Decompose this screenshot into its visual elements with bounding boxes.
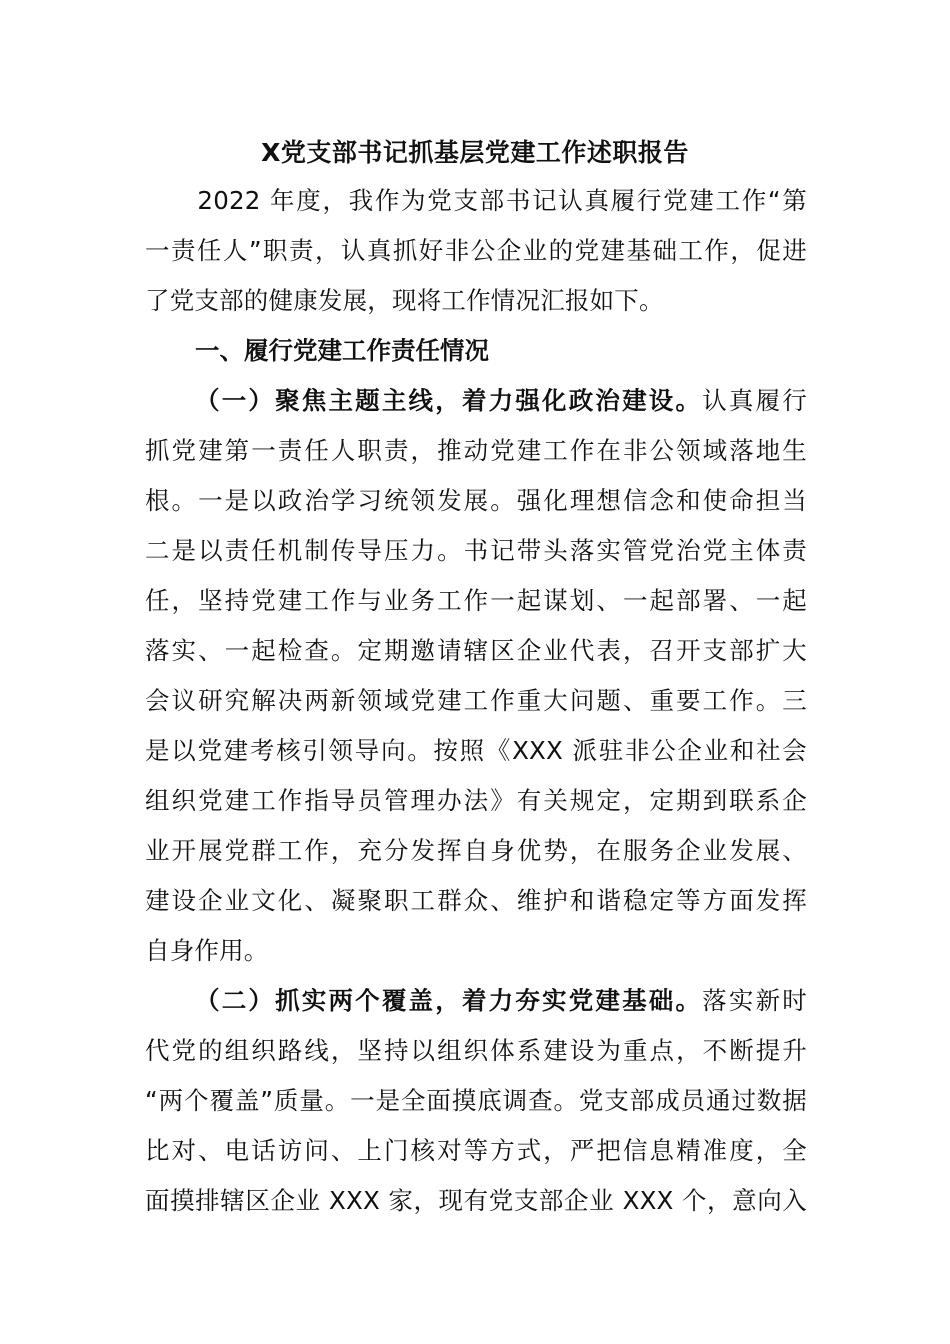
- sub2-line-1: 代党的组织路线，坚持以组织体系建设为重点，不断提升: [145, 1036, 807, 1065]
- sub1-line-1: 抓党建第一责任人职责，推动党建工作在非公领域落地生: [145, 436, 807, 465]
- sub1-line-6: 会议研究解决两新领域党建工作重大问题、重要工作。三: [145, 686, 807, 715]
- sub2-line-4: 面摸排辖区企业 XXX 家，现有党支部企业 XXX 个，意向入: [145, 1186, 807, 1215]
- sub1-line-4: 任，坚持党建工作与业务工作一起谋划、一起部署、一起: [145, 586, 807, 615]
- sub1-line-9: 业开展党群工作，充分发挥自身优势，在服务企业发展、: [145, 836, 807, 865]
- sub1-bold-lead: （一）聚焦主题主线，着力强化政治建设。: [195, 386, 703, 415]
- sub1-line-5: 落实、一起检查。定期邀请辖区企业代表，召开支部扩大: [145, 636, 807, 665]
- intro-line-2: 一责任人”职责，认真抓好非公企业的党建基础工作，促进: [145, 236, 807, 265]
- document-title: X党支部书记抓基层党建工作述职报告: [261, 138, 689, 167]
- sub1-line-3: 二是以责任机制传导压力。书记带头落实管党治党主体责: [145, 536, 807, 565]
- intro-line-3: 了党支部的健康发展，现将工作情况汇报如下。: [145, 286, 664, 315]
- sub1-first-line: [195, 381, 807, 421]
- sub2-line-2: “两个覆盖”质量。一是全面摸底调查。党支部成员通过数据: [145, 1086, 807, 1115]
- sub2-bold-lead: （二）抓实两个覆盖，着力夯实党建基础。: [195, 986, 703, 1015]
- sub1-first-line-rest: 认真履行: [702, 386, 807, 415]
- sub1-line-8: 组织党建工作指导员管理办法》有关规定，定期到联系企: [145, 786, 807, 815]
- sub1-line-11: 自身作用。: [145, 936, 269, 965]
- sub2-first-line-rest: 落实新时: [702, 986, 807, 1015]
- sub2-line-3: 比对、电话访问、上门核对等方式，严把信息精准度，全: [145, 1136, 807, 1165]
- sub1-line-10: 建设企业文化、凝聚职工群众、维护和谐稳定等方面发挥: [145, 886, 807, 915]
- intro-line-1: 2022 年度，我作为党支部书记认真履行党建工作“第: [145, 186, 807, 215]
- section-heading-1: 一、履行党建工作责任情况: [195, 336, 489, 365]
- sub2-first-line: [195, 981, 807, 1021]
- sub1-line-7: 是以党建考核引领导向。按照《XXX 派驻非公企业和社会: [145, 736, 807, 765]
- sub1-line-2: 根。一是以政治学习统领发展。强化理想信念和使命担当: [145, 486, 807, 515]
